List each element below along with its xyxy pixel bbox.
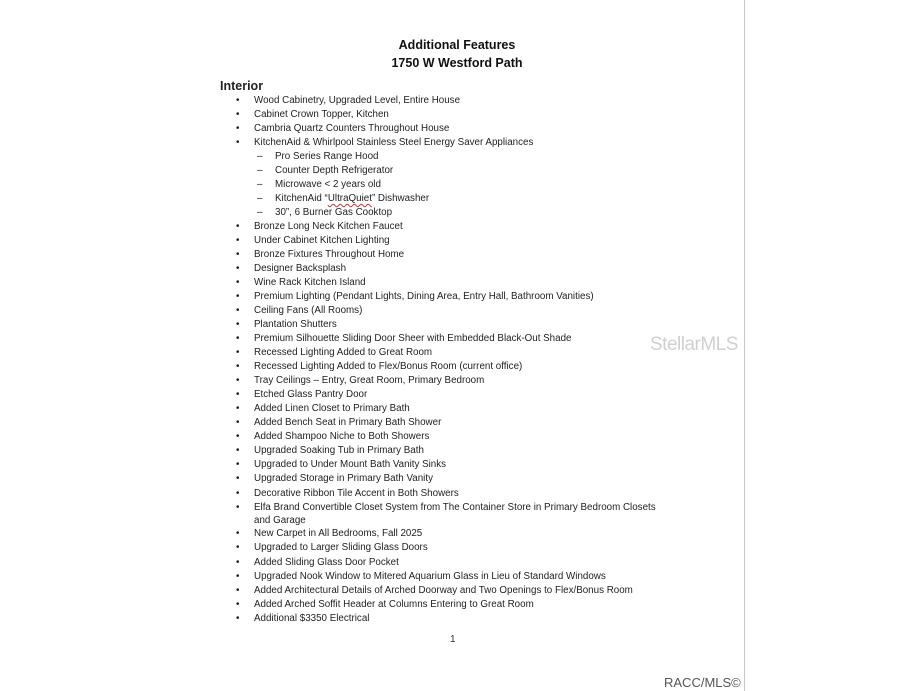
list-item-text: KitchenAid & Whirlpool Stainless Steel Energy Saver Appliances — [254, 137, 534, 148]
text-fragment: ” Dishwasher — [371, 193, 430, 204]
list-item-text: Upgraded Soaking Tub in Primary Bath — [254, 445, 424, 456]
list-item-text: Tray Ceilings – Entry, Great Room, Primary Bedroom — [254, 375, 485, 386]
bullet-icon: • — [236, 263, 240, 274]
list-item-text: Additional $3350 Electrical — [254, 613, 370, 624]
page-edge — [744, 0, 745, 691]
list-item-text: Upgraded to Under Mount Bath Vanity Sinks — [254, 459, 447, 470]
list-item-text: Cabinet Crown Topper, Kitchen — [254, 109, 389, 120]
list-item-text: Upgraded to Larger Sliding Glass Doors — [254, 542, 428, 553]
bullet-icon: • — [236, 599, 240, 610]
dash-icon: – — [257, 151, 263, 162]
dash-icon: – — [257, 207, 263, 218]
section-heading-interior: Interior — [220, 79, 264, 93]
list-item-text: New Carpet in All Bedrooms, Fall 2025 — [254, 528, 423, 539]
list-item-text: Premium Silhouette Sliding Door Sheer with Embedded Black-Out Shade — [254, 333, 572, 344]
bullet-icon: • — [236, 571, 240, 582]
bullet-icon: • — [236, 109, 240, 120]
bullet-icon: • — [236, 235, 240, 246]
bullet-icon: • — [236, 502, 240, 513]
bullet-icon: • — [236, 528, 240, 539]
bullet-icon: • — [236, 557, 240, 568]
property-address: 1750 W Westford Path — [391, 56, 523, 70]
list-item-text: Added Linen Closet to Primary Bath — [254, 403, 410, 414]
sub-list-item-text: Pro Series Range Hood — [275, 151, 379, 162]
bullet-icon: • — [236, 333, 240, 344]
list-item-text: Added Shampoo Niche to Both Showers — [254, 431, 430, 442]
bullet-icon: • — [236, 585, 240, 596]
bullet-icon: • — [236, 291, 240, 302]
bullet-icon: • — [236, 613, 240, 624]
bullet-icon: • — [236, 249, 240, 260]
bullet-icon: • — [236, 137, 240, 148]
bullet-icon: • — [236, 375, 240, 386]
bullet-icon: • — [236, 305, 240, 316]
text-fragment: KitchenAid “ — [275, 193, 328, 204]
list-item-text: Premium Lighting (Pendant Lights, Dining Area, Entry Hall, Bathroom Vanities) — [254, 291, 594, 302]
list-item-text: Wine Rack Kitchen Island — [254, 277, 366, 288]
dash-icon: – — [257, 193, 263, 204]
bullet-icon: • — [236, 445, 240, 456]
list-item-text: Plantation Shutters — [254, 319, 337, 330]
bullet-icon: • — [236, 221, 240, 232]
bullet-icon: • — [236, 95, 240, 106]
dash-icon: – — [257, 165, 263, 176]
sub-list-item-text: 30”, 6 Burner Gas Cooktop — [275, 207, 393, 218]
list-item-text: Cambria Quartz Counters Throughout House — [254, 123, 450, 134]
document-title: Additional Features — [398, 38, 516, 52]
stellarmls-watermark: StellarMLS — [650, 334, 738, 355]
bullet-icon: • — [236, 417, 240, 428]
list-item-text: Upgraded Storage in Primary Bath Vanity — [254, 473, 433, 484]
list-item-text: Added Bench Seat in Primary Bath Shower — [254, 417, 442, 428]
bullet-icon: • — [236, 473, 240, 484]
bullet-icon: • — [236, 319, 240, 330]
list-item-text: Bronze Long Neck Kitchen Faucet — [254, 221, 403, 232]
list-item-text: Recessed Lighting Added to Flex/Bonus Room (current office) — [254, 361, 523, 372]
bullet-icon: • — [236, 542, 240, 553]
list-item-text: Added Sliding Glass Door Pocket — [254, 557, 399, 568]
bullet-icon: • — [236, 431, 240, 442]
bullet-icon: • — [236, 123, 240, 134]
bullet-icon: • — [236, 488, 240, 499]
list-item-text: Ceiling Fans (All Rooms) — [254, 305, 363, 316]
bullet-icon: • — [236, 361, 240, 372]
list-item-text: Upgraded Nook Window to Mitered Aquarium Glass in Lieu of Standard Windows — [254, 571, 606, 582]
bullet-icon: • — [236, 277, 240, 288]
sub-list-item-text — [275, 193, 429, 206]
list-item-text: Added Arched Soffit Header at Columns Entering to Great Room — [254, 599, 534, 610]
list-item-text: Designer Backsplash — [254, 263, 347, 274]
list-item-text: Under Cabinet Kitchen Lighting — [254, 235, 390, 246]
spellcheck-flagged-word: UltraQuiet — [327, 193, 372, 204]
bullet-icon: • — [236, 347, 240, 358]
list-item-text: Etched Glass Pantry Door — [254, 389, 368, 400]
list-item-text: Bronze Fixtures Throughout Home — [254, 249, 405, 260]
list-item-text: Decorative Ribbon Tile Accent in Both Showers — [254, 488, 459, 499]
sub-list-item-text: Microwave < 2 years old — [275, 179, 381, 190]
bullet-icon: • — [236, 389, 240, 400]
bullet-icon: • — [236, 403, 240, 414]
sub-list-item-text: Counter Depth Refrigerator — [275, 165, 394, 176]
page-number: 1 — [450, 634, 456, 645]
dash-icon: – — [257, 179, 263, 190]
list-item-text: Elfa Brand Convertible Closet System from The Container Store in Primary Bedroom Closets and Garage — [254, 502, 656, 526]
list-item-text: Wood Cabinetry, Upgraded Level, Entire House — [254, 95, 461, 106]
list-item-text: Added Architectural Details of Arched Doorway and Two Openings to Flex/Bonus Room — [254, 585, 633, 596]
list-item-text: Recessed Lighting Added to Great Room — [254, 347, 433, 358]
bullet-icon: • — [236, 459, 240, 470]
copyright-notice: RACC/MLS© — [664, 675, 741, 690]
